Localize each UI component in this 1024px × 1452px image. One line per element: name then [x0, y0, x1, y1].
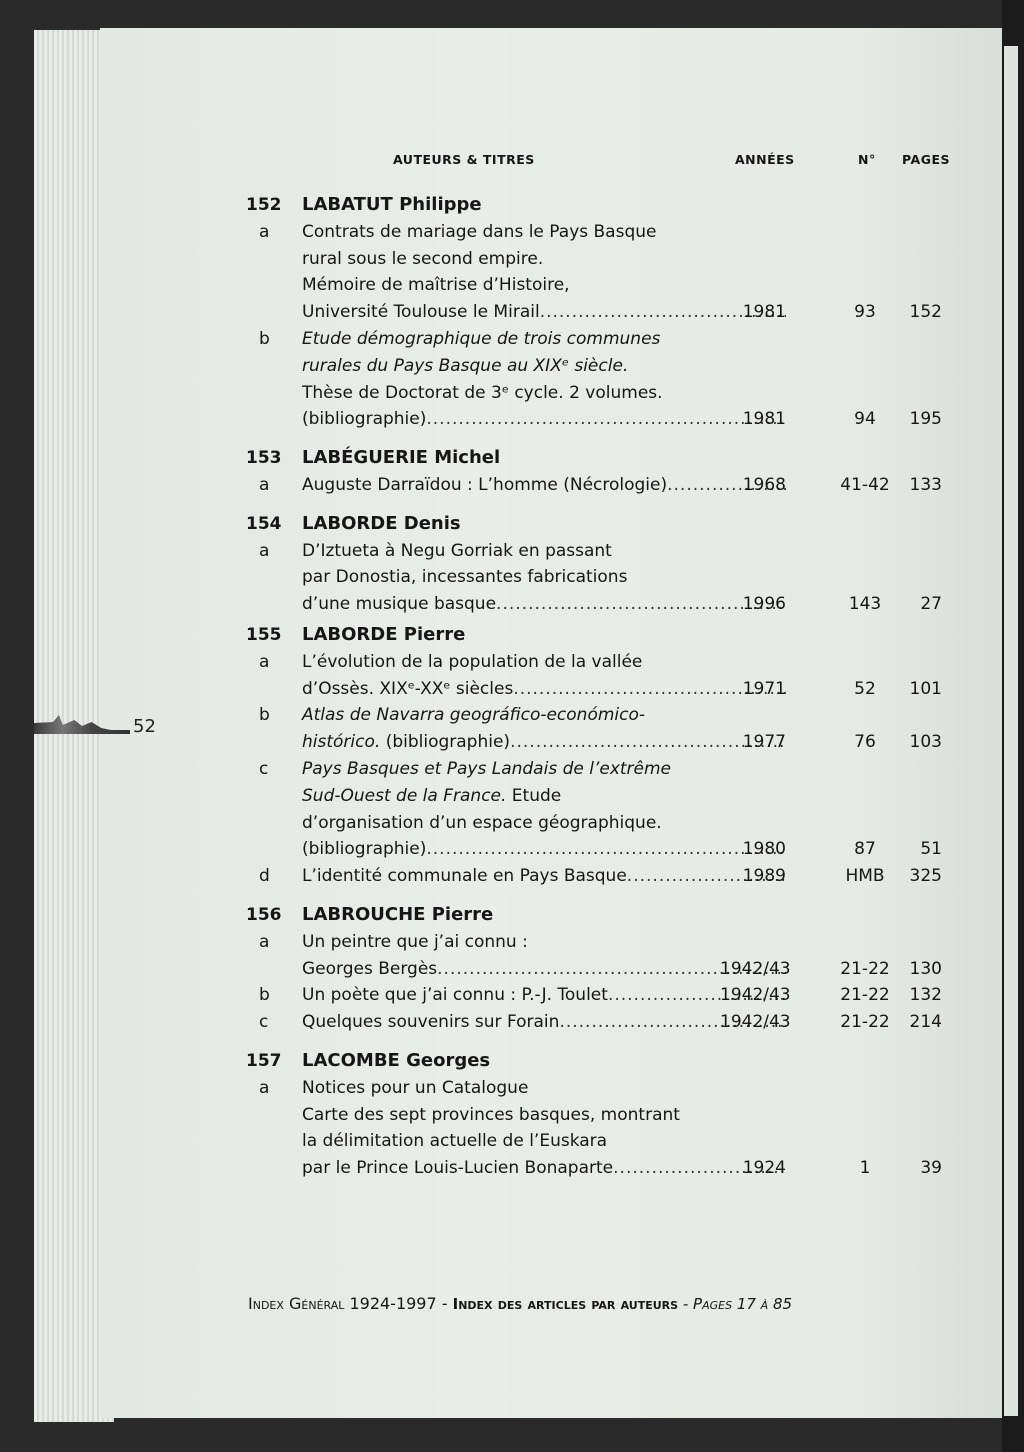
year: 1924	[742, 1158, 786, 1179]
author-name: LABORDE Denis	[302, 512, 461, 534]
footer-section-title: Index des articles par auteurs	[452, 1295, 679, 1313]
page-ref: 39	[920, 1158, 942, 1179]
author-entry-heading	[246, 445, 946, 472]
article-title: Contrats de mariage dans le Pays Basque	[302, 221, 657, 242]
article-line	[246, 1075, 946, 1102]
issue-number: 41-42	[840, 474, 890, 495]
article-title: d’Ossès. XIXᵉ-XXᵉ siècles	[302, 678, 514, 699]
header-years: ANNÉES	[735, 152, 795, 167]
dot-leader	[426, 836, 786, 863]
article-line	[246, 1009, 946, 1036]
article-line	[246, 472, 946, 499]
article-title-leader	[302, 472, 786, 499]
year: 1981	[742, 409, 786, 430]
entry-spacer	[246, 499, 946, 511]
page-ref: 51	[920, 839, 942, 860]
author-name: LABATUT Philippe	[302, 194, 482, 215]
article-line	[246, 676, 946, 703]
article-title: Quelques souvenirs sur Forain	[302, 1012, 560, 1033]
page-ref: 195	[909, 409, 942, 430]
article-title-leader	[302, 676, 786, 703]
page-ref: 27	[920, 594, 942, 615]
author-entry-heading	[246, 192, 946, 219]
article-title: la délimitation actuelle de l’Euskara	[302, 1131, 608, 1152]
issue-number: 87	[854, 839, 876, 860]
article-letter: c	[259, 758, 269, 779]
entry-number: 154	[246, 513, 282, 534]
article-title: rural sous le second empire.	[302, 248, 544, 269]
page-ref: 132	[909, 985, 942, 1006]
article-line	[246, 246, 946, 273]
entry-number: 156	[246, 904, 282, 925]
page-ref: 214	[909, 1012, 942, 1033]
article-title-leader	[302, 1155, 786, 1182]
article-title-leader	[302, 982, 791, 1009]
issue-number: 143	[848, 594, 882, 615]
article-line	[246, 380, 946, 407]
header-authors-titles: AUTEURS & TITRES	[393, 152, 535, 167]
article-title: Mémoire de maîtrise d’Histoire,	[302, 275, 570, 296]
article-title: D’Iztueta à Negu Gorriak en passant	[302, 540, 612, 561]
year: 1971	[742, 678, 786, 699]
article-letter: a	[259, 1077, 270, 1098]
header-pages: PAGES	[902, 152, 950, 167]
article-line	[246, 219, 946, 246]
article-line	[246, 729, 946, 756]
article-line	[246, 702, 946, 729]
page-ref: 133	[909, 474, 942, 495]
page-ref: 130	[909, 958, 942, 979]
issue-number: 21-22	[840, 985, 890, 1006]
article-title: (bibliographie)	[302, 839, 427, 860]
issue-number: 21-22	[840, 958, 890, 979]
author-name: LABÉGUERIE Michel	[302, 447, 501, 469]
article-letter: b	[259, 705, 270, 726]
article-title-leader	[302, 836, 786, 863]
year: 1942/43	[720, 1012, 791, 1033]
article-line	[246, 1102, 946, 1129]
entry-number: 157	[246, 1050, 282, 1071]
article-line	[246, 353, 946, 380]
article-title: Pays Basques et Pays Landais de l’extrême	[302, 758, 672, 779]
article-title: Un poète que j’ai connu : P.-J. Toulet	[302, 985, 608, 1006]
article-title-leader	[302, 1009, 791, 1036]
facing-page-edge	[1002, 0, 1024, 1452]
article-line	[246, 538, 946, 565]
footer-page-range: - Pages 17 à 85	[678, 1295, 793, 1313]
year: 1996	[742, 594, 786, 615]
issue-number: HMB	[845, 866, 885, 887]
header-number: N°	[858, 152, 876, 167]
year: 1981	[742, 302, 786, 323]
article-line	[246, 836, 946, 863]
article-title: L’identité communale en Pays Basque	[302, 866, 627, 887]
year: 1942/43	[720, 985, 791, 1006]
article-line	[246, 299, 946, 326]
article-line	[246, 956, 946, 983]
article-title: Georges Bergès	[302, 958, 438, 979]
year: 1968	[742, 474, 786, 495]
article-letter: b	[259, 985, 270, 1006]
author-index-list	[246, 192, 946, 1182]
article-line	[246, 810, 946, 837]
article-letter: a	[259, 540, 270, 561]
entry-number: 155	[246, 624, 282, 645]
article-letter: a	[259, 651, 270, 672]
year: 1980	[742, 839, 786, 860]
article-title-leader	[302, 729, 786, 756]
article-title: Notices pour un Catalogue	[302, 1077, 529, 1098]
article-letter: a	[259, 221, 270, 242]
year: 1977	[742, 732, 786, 753]
author-entry-heading	[246, 902, 946, 929]
entry-number: 153	[246, 448, 282, 469]
article-title: Sud-Ouest de la France. Etude	[302, 785, 562, 806]
article-line	[246, 756, 946, 783]
article-title: d’organisation d’un espace géographique.	[302, 812, 662, 833]
page-ref: 152	[909, 302, 942, 323]
author-name: LABROUCHE Pierre	[302, 903, 494, 925]
entry-spacer	[246, 433, 946, 445]
article-line	[246, 649, 946, 676]
article-line	[246, 406, 946, 433]
article-title: Université Toulouse le Mirail	[302, 302, 540, 323]
author-entry-heading	[246, 511, 946, 538]
article-line	[246, 982, 946, 1009]
author-entry-heading	[246, 622, 946, 649]
year: 1942/43	[720, 958, 791, 979]
author-name: LACOMBE Georges	[302, 1049, 491, 1071]
article-title-leader	[302, 591, 786, 618]
year: 1989	[742, 866, 786, 887]
article-title: histórico. (bibliographie)	[302, 732, 511, 753]
page-number: 52	[133, 716, 156, 737]
article-title: Etude démographique de trois communes	[302, 328, 661, 349]
article-line	[246, 783, 946, 810]
dot-leader	[426, 406, 786, 433]
article-title: Auguste Darraïdou : L’homme (Nécrologie)	[302, 474, 668, 495]
entry-spacer	[246, 1036, 946, 1048]
article-line	[246, 1128, 946, 1155]
author-entry-heading	[246, 1048, 946, 1075]
article-title: Un peintre que j’ai connu :	[302, 931, 528, 952]
article-line	[246, 272, 946, 299]
article-title-italic: histórico.	[302, 732, 386, 753]
article-line	[246, 1155, 946, 1182]
footer-index-title: Index Général 1924-1997 -	[248, 1294, 453, 1313]
article-letter: c	[259, 1012, 269, 1033]
article-title: Carte des sept provinces basques, montrant	[302, 1104, 680, 1125]
article-letter: b	[259, 328, 270, 349]
article-title-leader	[302, 406, 786, 433]
issue-number: 1	[859, 1158, 871, 1179]
article-title-leader	[302, 956, 791, 983]
article-line	[246, 564, 946, 591]
article-line	[246, 591, 946, 618]
article-letter: a	[259, 931, 270, 952]
entry-spacer	[246, 890, 946, 902]
article-title: L’évolution de la population de la vallée	[302, 651, 643, 672]
article-title: rurales du Pays Basque au XIXᵉ siècle.	[302, 355, 629, 376]
article-title-leader	[302, 863, 786, 890]
author-name: LABORDE Pierre	[302, 623, 466, 645]
article-line	[246, 863, 946, 890]
article-title-italic: Sud-Ouest de la France.	[302, 785, 507, 806]
issue-number: 94	[854, 409, 876, 430]
article-letter: a	[259, 474, 270, 495]
page-footer	[248, 1294, 792, 1313]
article-title: Atlas de Navarra geográfico-económico-	[302, 705, 646, 726]
issue-number: 21-22	[840, 1012, 890, 1033]
article-title: Thèse de Doctorat de 3ᵉ cycle. 2 volumes.	[302, 382, 663, 403]
entry-number: 152	[246, 195, 282, 215]
article-line	[246, 929, 946, 956]
page-ref: 325	[909, 866, 942, 887]
article-line	[246, 326, 946, 353]
article-title: (bibliographie)	[302, 409, 427, 430]
issue-number: 52	[854, 678, 876, 699]
issue-number: 76	[854, 732, 876, 753]
issue-number: 93	[854, 302, 876, 323]
article-title-leader	[302, 299, 786, 326]
page-ref: 103	[909, 732, 942, 753]
article-letter: d	[259, 866, 270, 887]
article-title: par Donostia, incessantes fabrications	[302, 567, 628, 588]
page-ref: 101	[909, 678, 942, 699]
article-title: d’une musique basque	[302, 594, 497, 615]
article-title: par le Prince Louis-Lucien Bonaparte	[302, 1158, 614, 1179]
